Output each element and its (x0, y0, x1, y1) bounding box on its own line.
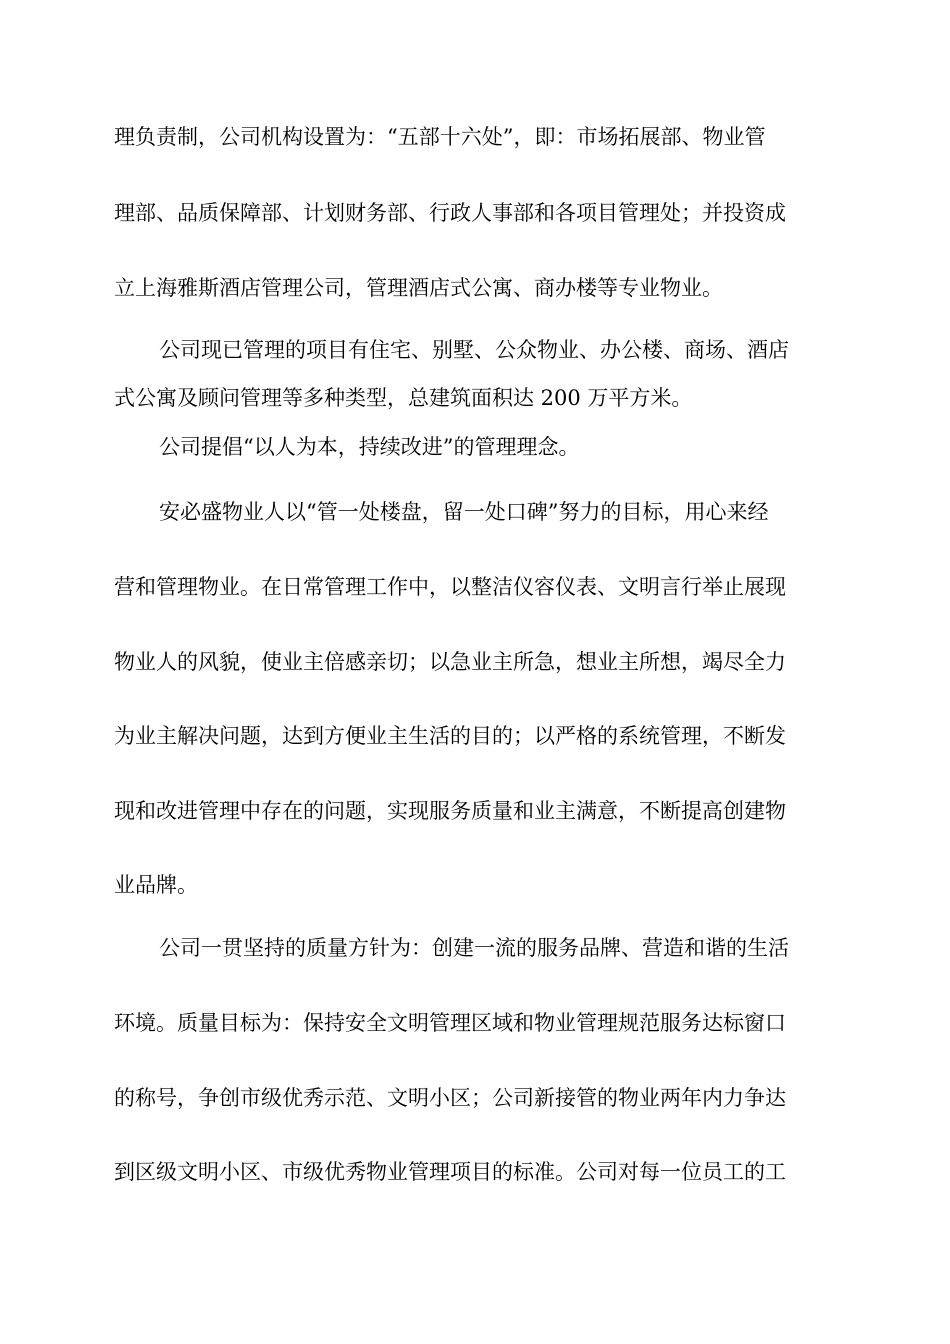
text-line: 的称号，争创市级优秀示范、文明小区；公司新接管的物业两年内力争达 (114, 1086, 786, 1110)
text-line: 立上海雅斯酒店管理公司，管理酒店式公寓、商办楼等专业物业。 (114, 276, 723, 300)
text-line: 式公寓及顾问管理等多种类型，总建筑面积达 200 万平方米。 (114, 386, 693, 410)
text-line: 业品牌。 (114, 873, 198, 897)
text-line: 环境。质量目标为：保持安全文明管理区域和物业管理规范服务达标窗口 (114, 1011, 786, 1035)
text-line: 理部、品质保障部、计划财务部、行政人事部和各项目管理处；并投资成 (114, 201, 786, 225)
text-line: 物业人的风貌，使业主倍感亲切；以急业主所急，想业主所想，竭尽全力 (114, 650, 786, 674)
text-line: 理负责制，公司机构设置为：“五部十六处”，即：市场拓展部、物业管 (114, 125, 766, 149)
text-line: 营和管理物业。在日常管理工作中，以整洁仪容仪表、文明言行举止展现 (114, 575, 786, 599)
text-line: 公司现已管理的项目有住宅、别墅、公众物业、办公楼、商场、酒店 (159, 338, 789, 362)
text-line: 到区级文明小区、市级优秀物业管理项目的标准。公司对每一位员工的工 (114, 1160, 786, 1184)
text-line: 安必盛物业人以“管一处楼盘，留一处口碑”努力的目标，用心来经 (159, 500, 769, 524)
text-line: 为业主解决问题，达到方便业主生活的目的；以严格的系统管理，不断发 (114, 724, 786, 748)
text-line: 公司提倡“以人为本，持续改进”的管理理念。 (159, 435, 580, 459)
text-line: 公司一贯坚持的质量方针为：创建一流的服务品牌、营造和谐的生活 (159, 936, 789, 960)
text-line: 现和改进管理中存在的问题，实现服务质量和业主满意，不断提高创建物 (114, 799, 786, 823)
